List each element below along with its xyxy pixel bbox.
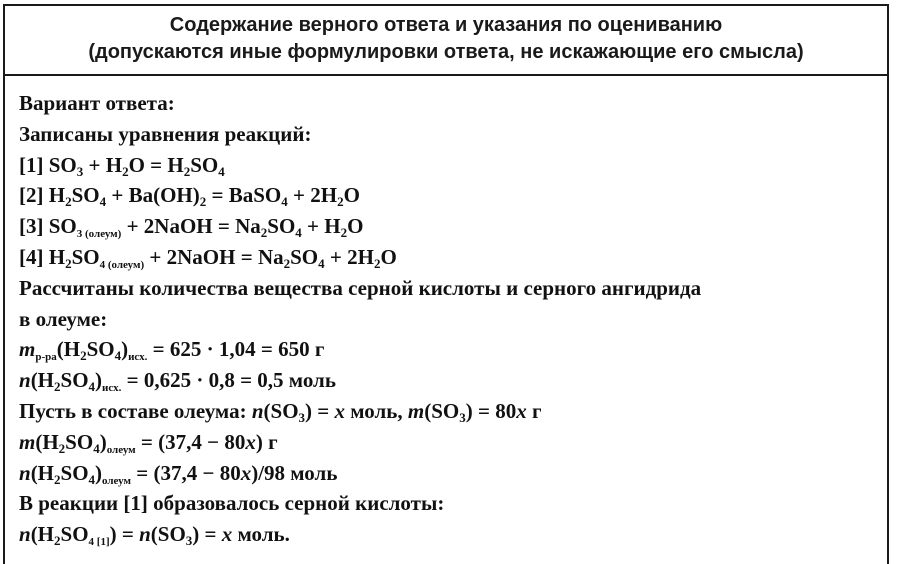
- line-oleum-acid-mass: $m(H_2SO_4)_{олеум} = (37,4 - 80x)$ г: [19, 429, 278, 456]
- equation-4: [4] $H_2SO_{4 (олеум)}$ + 2NaOH = $Na_2SO_4 + 2H_2O$: [19, 244, 397, 271]
- line-oleum-acid-moles: $n(H_2SO_4)_{олеум} = (37,4 - 80x)/98$ моль: [19, 460, 338, 487]
- equation-2: [2] $H_2SO_4 + Ba(OH)_2$ = BaSO$_4$ + $2H_2O$: [19, 183, 360, 210]
- line-variant: Вариант ответа:: [19, 91, 175, 115]
- eq-tag: [4]: [19, 244, 49, 269]
- eq-tag: [2]: [19, 183, 49, 208]
- line-solution-mass: $m_{р-ра}(H_2SO_4)_{исх.} = 625 \cdot 1,04 = 650$ г: [19, 337, 325, 364]
- line-equations-heading: Записаны уравнения реакций:: [19, 121, 312, 146]
- header-subtitle: (допускаются иные формулировки ответа, не искажающие его смысла): [88, 41, 804, 63]
- answer-table: [3, 4, 889, 564]
- line-initial-moles: $n(H_2SO_4)_{исх.} = 0,625 \cdot 0,8 = 0,5$ моль: [19, 368, 336, 395]
- line-calculated: Рассчитаны количества вещества серной кислоты и серного ангидрида: [19, 275, 702, 300]
- line-assumption: Пусть в составе олеума: $n(SO_3) = x$ моль, $m(SO_3) = 80x$ г: [19, 398, 542, 425]
- line-in-oleum: в олеуме:: [19, 306, 108, 331]
- eq-tag: [3]: [19, 214, 49, 239]
- answer-body: [5, 76, 887, 550]
- line-reaction-1-moles: $n(H_2SO_{4 [1]}) = n(SO_3) = x$ моль.: [19, 522, 290, 549]
- line-reaction-1-heading: В реакции [1] образовалось серной кислоты:: [19, 491, 445, 516]
- eq-tag: [1]: [19, 152, 49, 177]
- equation-1: [1] $SO_3 + H_2O = H_2SO_4$: [19, 152, 225, 179]
- header-title: Содержание верного ответа и указания по оцениванию: [169, 14, 723, 36]
- equation-3: [3] $SO_{3 (олеум)}$ + 2NaOH = $Na_2SO_4 + H_2O$: [19, 214, 364, 241]
- table-header: [5, 6, 887, 76]
